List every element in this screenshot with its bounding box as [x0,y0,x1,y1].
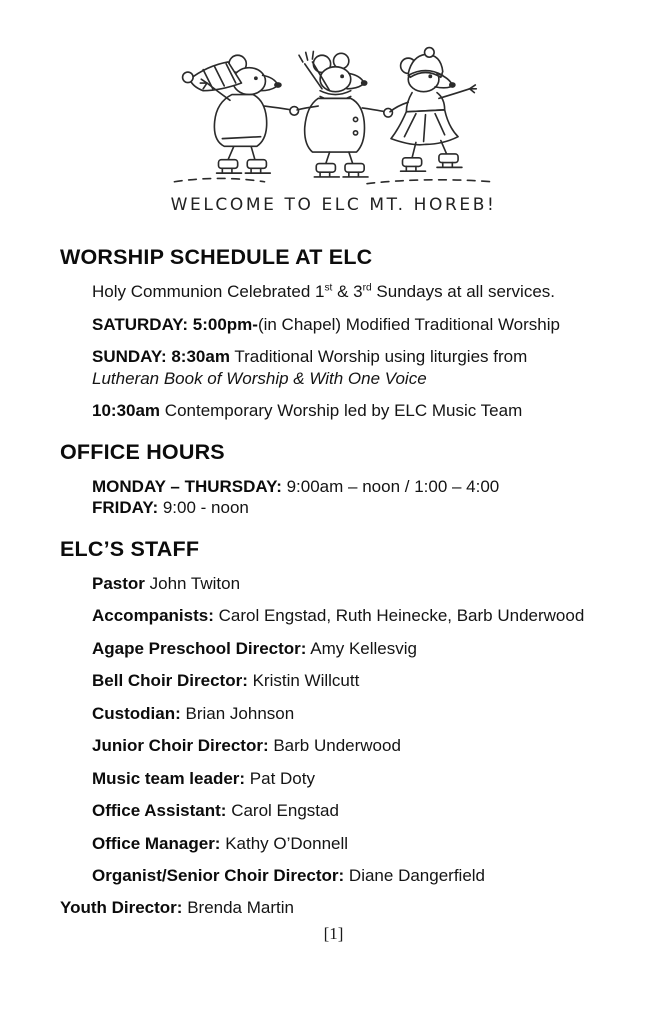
mon-thu-hours: 9:00am – noon / 1:00 – 4:00 [281,476,500,496]
communion-text-post: Sundays at all services. [371,282,556,301]
staff-role: Music team leader: [92,768,246,788]
staff-entry-music-team-leader [92,768,607,790]
staff-entry-office-assistant [92,800,607,822]
staff-section [60,537,607,919]
staff-name: Carol Engstad [226,801,339,820]
page-number: [1] [323,924,344,943]
saturday-service-line [92,314,607,336]
staff-entry-custodian [92,703,607,725]
staff-role: Pastor [92,573,145,593]
staff-name: Kristin Willcutt [247,671,360,690]
staff-role: Agape Preschool Director: [92,638,307,658]
skating-mice-illustration [161,46,506,191]
staff-name: Brenda Martin [182,897,294,917]
staff-entry-organist [92,865,607,887]
staff-name: Barb Underwood [268,736,401,755]
staff-role: Office Manager: [92,833,221,853]
staff-name: Pat Doty [245,768,315,788]
staff-entry-accompanists [92,605,607,627]
staff-name: John Twiton [144,573,241,593]
worship-schedule-section [60,245,607,422]
welcome-caption: WELCOME TO ELC MT. HOREB! [170,195,497,215]
communion-line [92,281,607,303]
saturday-service-time: SATURDAY: 5:00pm- [92,314,258,334]
staff-entry-pastor [92,573,607,595]
staff-role: Youth Director: [60,897,183,917]
office-hours-section [60,440,607,519]
second-service-time: 10:30am [92,401,161,420]
staff-name: Brian Johnson [180,703,295,723]
worship-schedule-heading: WORSHIP SCHEDULE AT ELC [60,245,373,269]
second-service-line [92,400,607,422]
saturday-service-desc: (in Chapel) Modified Traditional Worship [257,314,560,334]
staff-name: Diane Dangerfield [344,866,486,885]
sunday-service-line [92,346,607,389]
staff-name: Amy Kellesvig [306,638,417,658]
staff-heading: ELC’S STAFF [60,536,200,561]
liturgy-books-italic: Lutheran Book of Worship & With One Voice [92,368,427,388]
sunday-service-desc: Traditional Worship using liturgies from [229,347,528,366]
staff-entry-office-manager [92,833,607,855]
ordinal-st: st [324,282,333,294]
staff-role: Organist/Senior Choir Director: [92,866,345,885]
staff-role: Junior Choir Director: [92,736,269,755]
office-hours-heading: OFFICE HOURS [60,439,225,464]
staff-role: Custodian: [92,703,181,723]
illustration-figure [60,46,607,215]
staff-entry-junior-choir-director [92,735,607,757]
sunday-service-time: SUNDAY: 8:30am [92,347,230,366]
communion-text-pre: Holy Communion Celebrated 1 [92,282,325,301]
ordinal-rd: rd [362,282,372,294]
staff-entry-preschool-director [92,638,607,660]
second-service-desc: Contemporary Worship led by ELC Music Team [160,401,523,420]
staff-name: Carol Engstad, Ruth Heinecke, Barb Underwood [213,606,585,625]
communion-text-mid: & 3 [332,282,363,301]
staff-name: Kathy O’Donnell [220,833,349,853]
staff-role: Office Assistant: [92,801,227,820]
staff-role: Bell Choir Director: [92,671,248,690]
staff-entry-bell-choir-director [92,670,607,692]
staff-role: Accompanists: [92,606,214,625]
mon-thu-label: MONDAY – THURSDAY: [92,476,282,496]
staff-entry-youth-director [60,897,607,919]
friday-label: FRIDAY: [92,498,159,517]
office-hours-lines [92,476,607,519]
friday-hours: 9:00 - noon [158,498,249,517]
